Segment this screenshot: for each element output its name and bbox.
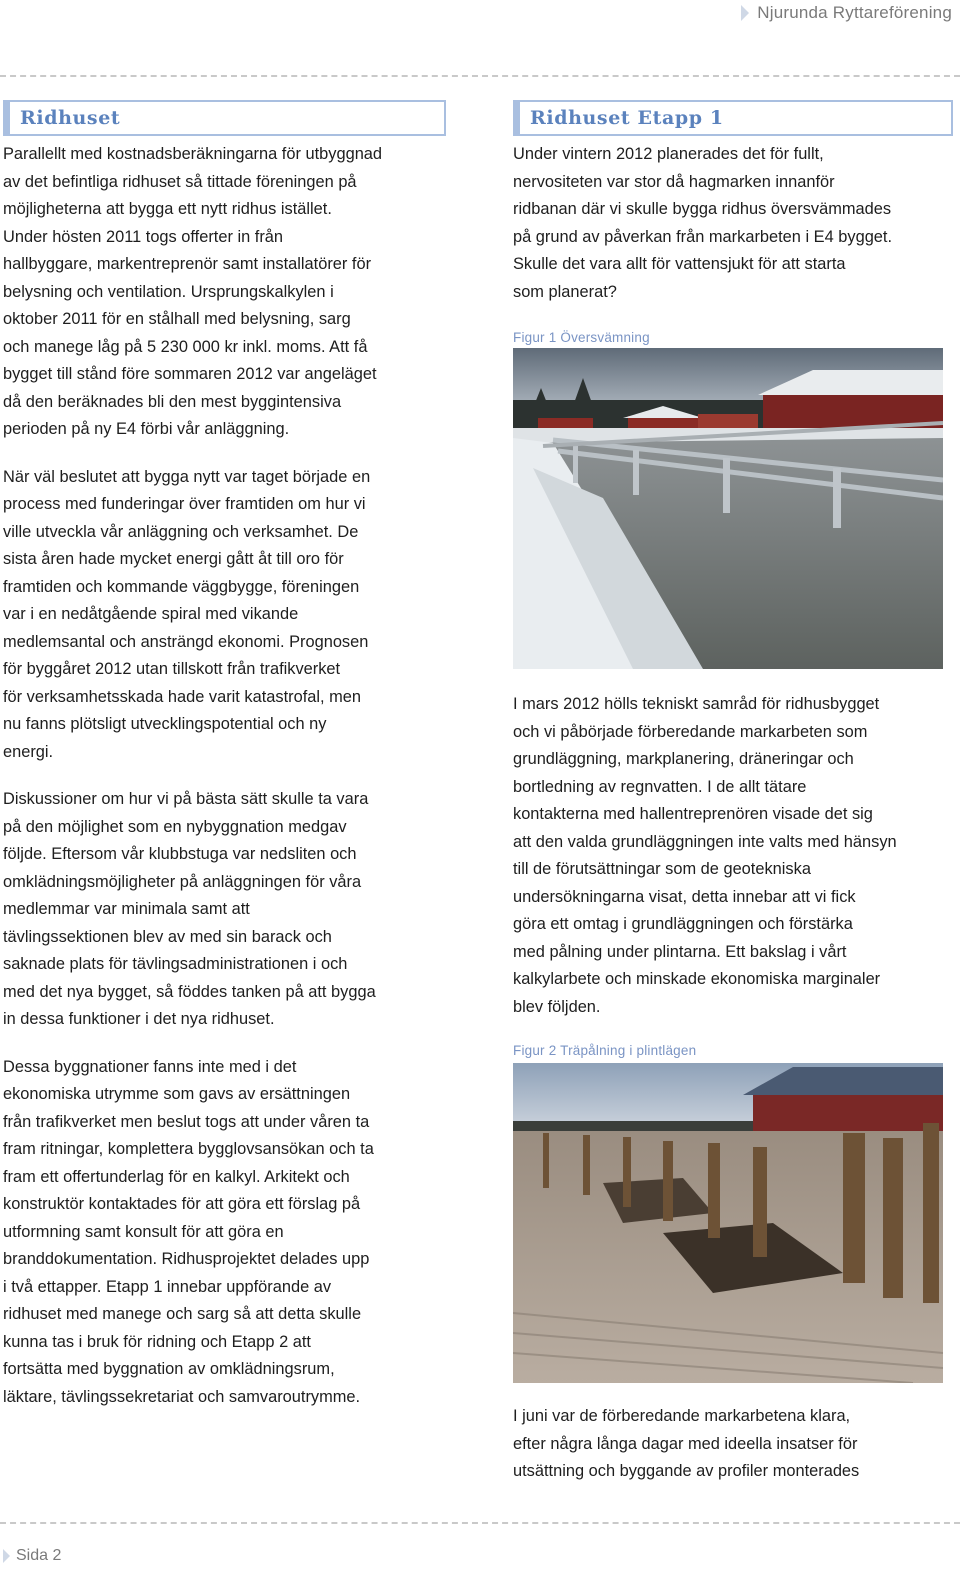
header-divider [0,75,960,77]
paragraph: Parallellt med kostnadsberäkningarna för utbyggnad av det befintliga ridhuset så tittade föreningen på möjligheterna att bygga ett nytt ridhus istället. Under hösten 2011 togs offerter in från hallbyggare, markentreprenör samt installatörer för belysning och ventilation. Ursprungskalkylen i oktober 2011 för en stålhall med belysning, sarg och manege låg på 5 230 000 kr inkl. moms. Att få bygget till stånd före sommaren 2012 var angeläget då den beräknades bli den mest byggintensiva perioden på ny E4 förbi vår anläggning. [3,145,383,438]
paragraph: I juni var de förberedande markarbetena klara, efter några långa dagar med ideella insatser för utsättning och byggande av profiler monterades [513,1407,860,1480]
right-column [513,100,953,1486]
running-header [741,2,952,24]
left-column [3,100,446,1411]
page-footer [3,1545,61,1567]
section-heading-text: Ridhuset [20,107,121,129]
section-heading-etapp-1 [513,100,953,136]
flooded-paddock-photo [513,348,943,669]
paragraph: Under vintern 2012 planerades det för fullt, nervositeten var stor då hagmarken innanför ridbanan där vi skulle bygga ridhus översvämmades på grund av påverkan från markarbeten i E4 bygget. Skulle det vara allt för vattensjukt för att starta som planerat? [513,145,893,301]
section-heading-ridhuset [3,100,446,136]
figure-caption: Figur 1 Översvämning [513,330,650,345]
footer-divider [0,1522,960,1524]
figure-caption: Figur 2 Träpålning i plintlägen [513,1043,697,1058]
organization-name: Njurunda Ryttareförening [757,3,952,22]
wooden-piling-photo [513,1063,943,1383]
section-heading-text: Ridhuset Etapp 1 [530,107,724,129]
paragraph: I mars 2012 hölls tekniskt samråd för ridhusbygget och vi påbörjade förberedande markarbeten som grundläggning, markplanering, dräneringar och bortledning av regnvatten. I de allt tätare kontakterna med hallentreprenören visade det sig att den valda grundläggningen inte valts med hänsyn till de förutsättningar som de geotekniska undersökningarna visat, detta innebar att vi fick göra ett omtag i grundläggningen och förstärka med pålning under plintarna. Ett bakslag i vårt kalkylarbete och minskade ekonomiska marginaler blev följden. [513,695,897,1016]
triangle-bullet-icon [3,1549,10,1563]
paragraph: Diskussioner om hur vi på bästa sätt skulle ta vara på den möjlighet som en nybyggnation medgav följde. Eftersom vår klubbstuga var nedsliten och omklädningsmöjligheter på anläggningen för våra medlemmar var minimala samt att tävlingssektionen blev av med sin barack och saknade plats för tävlingsadministrationen i och med det nya bygget, så föddes tanken på att bygga in dessa funktioner i det nya ridhuset. [3,790,376,1028]
triangle-bullet-icon [741,5,749,21]
paragraph: Dessa byggnationer fanns inte med i det ekonomiska utrymme som gavs av ersättningen från trafikverket men beslut togs att under våren ta fram ritningar, komplettera bygglovsansökan och ta fram ett offertunderlag för en kalkyl. Arkitekt och konstruktör kontaktades för att göra ett förslag på utformning samt konsult för att göra en branddokumentation. Ridhusprojektet delades upp i två ettapper. Etapp 1 innebar uppförande av ridhuset med manege och sarg så att detta skulle kunna tas i bruk för ridning och Etapp 2 att fortsätta med byggnation av omklädningsrum, läktare, tävlingssekretariat och samvaroutrymme. [3,1057,374,1406]
paragraph: När väl beslutet att bygga nytt var taget började en process med funderingar över framtiden om hur vi ville utveckla vår anläggning och verksamhet. De sista åren hade mycket energi gått åt till oro för framtiden och kommande väggbygge, föreningen var i en nedåtgående spiral med vikande medlemsantal och ansträngd ekonomi. Prognosen för byggåret 2012 utan tillskott från trafikverket för verksamhetsskada hade varit katastrofal, men nu fanns plötsligt utvecklingspotential och ny energi. [3,467,371,761]
page-number: Sida 2 [16,1547,62,1564]
